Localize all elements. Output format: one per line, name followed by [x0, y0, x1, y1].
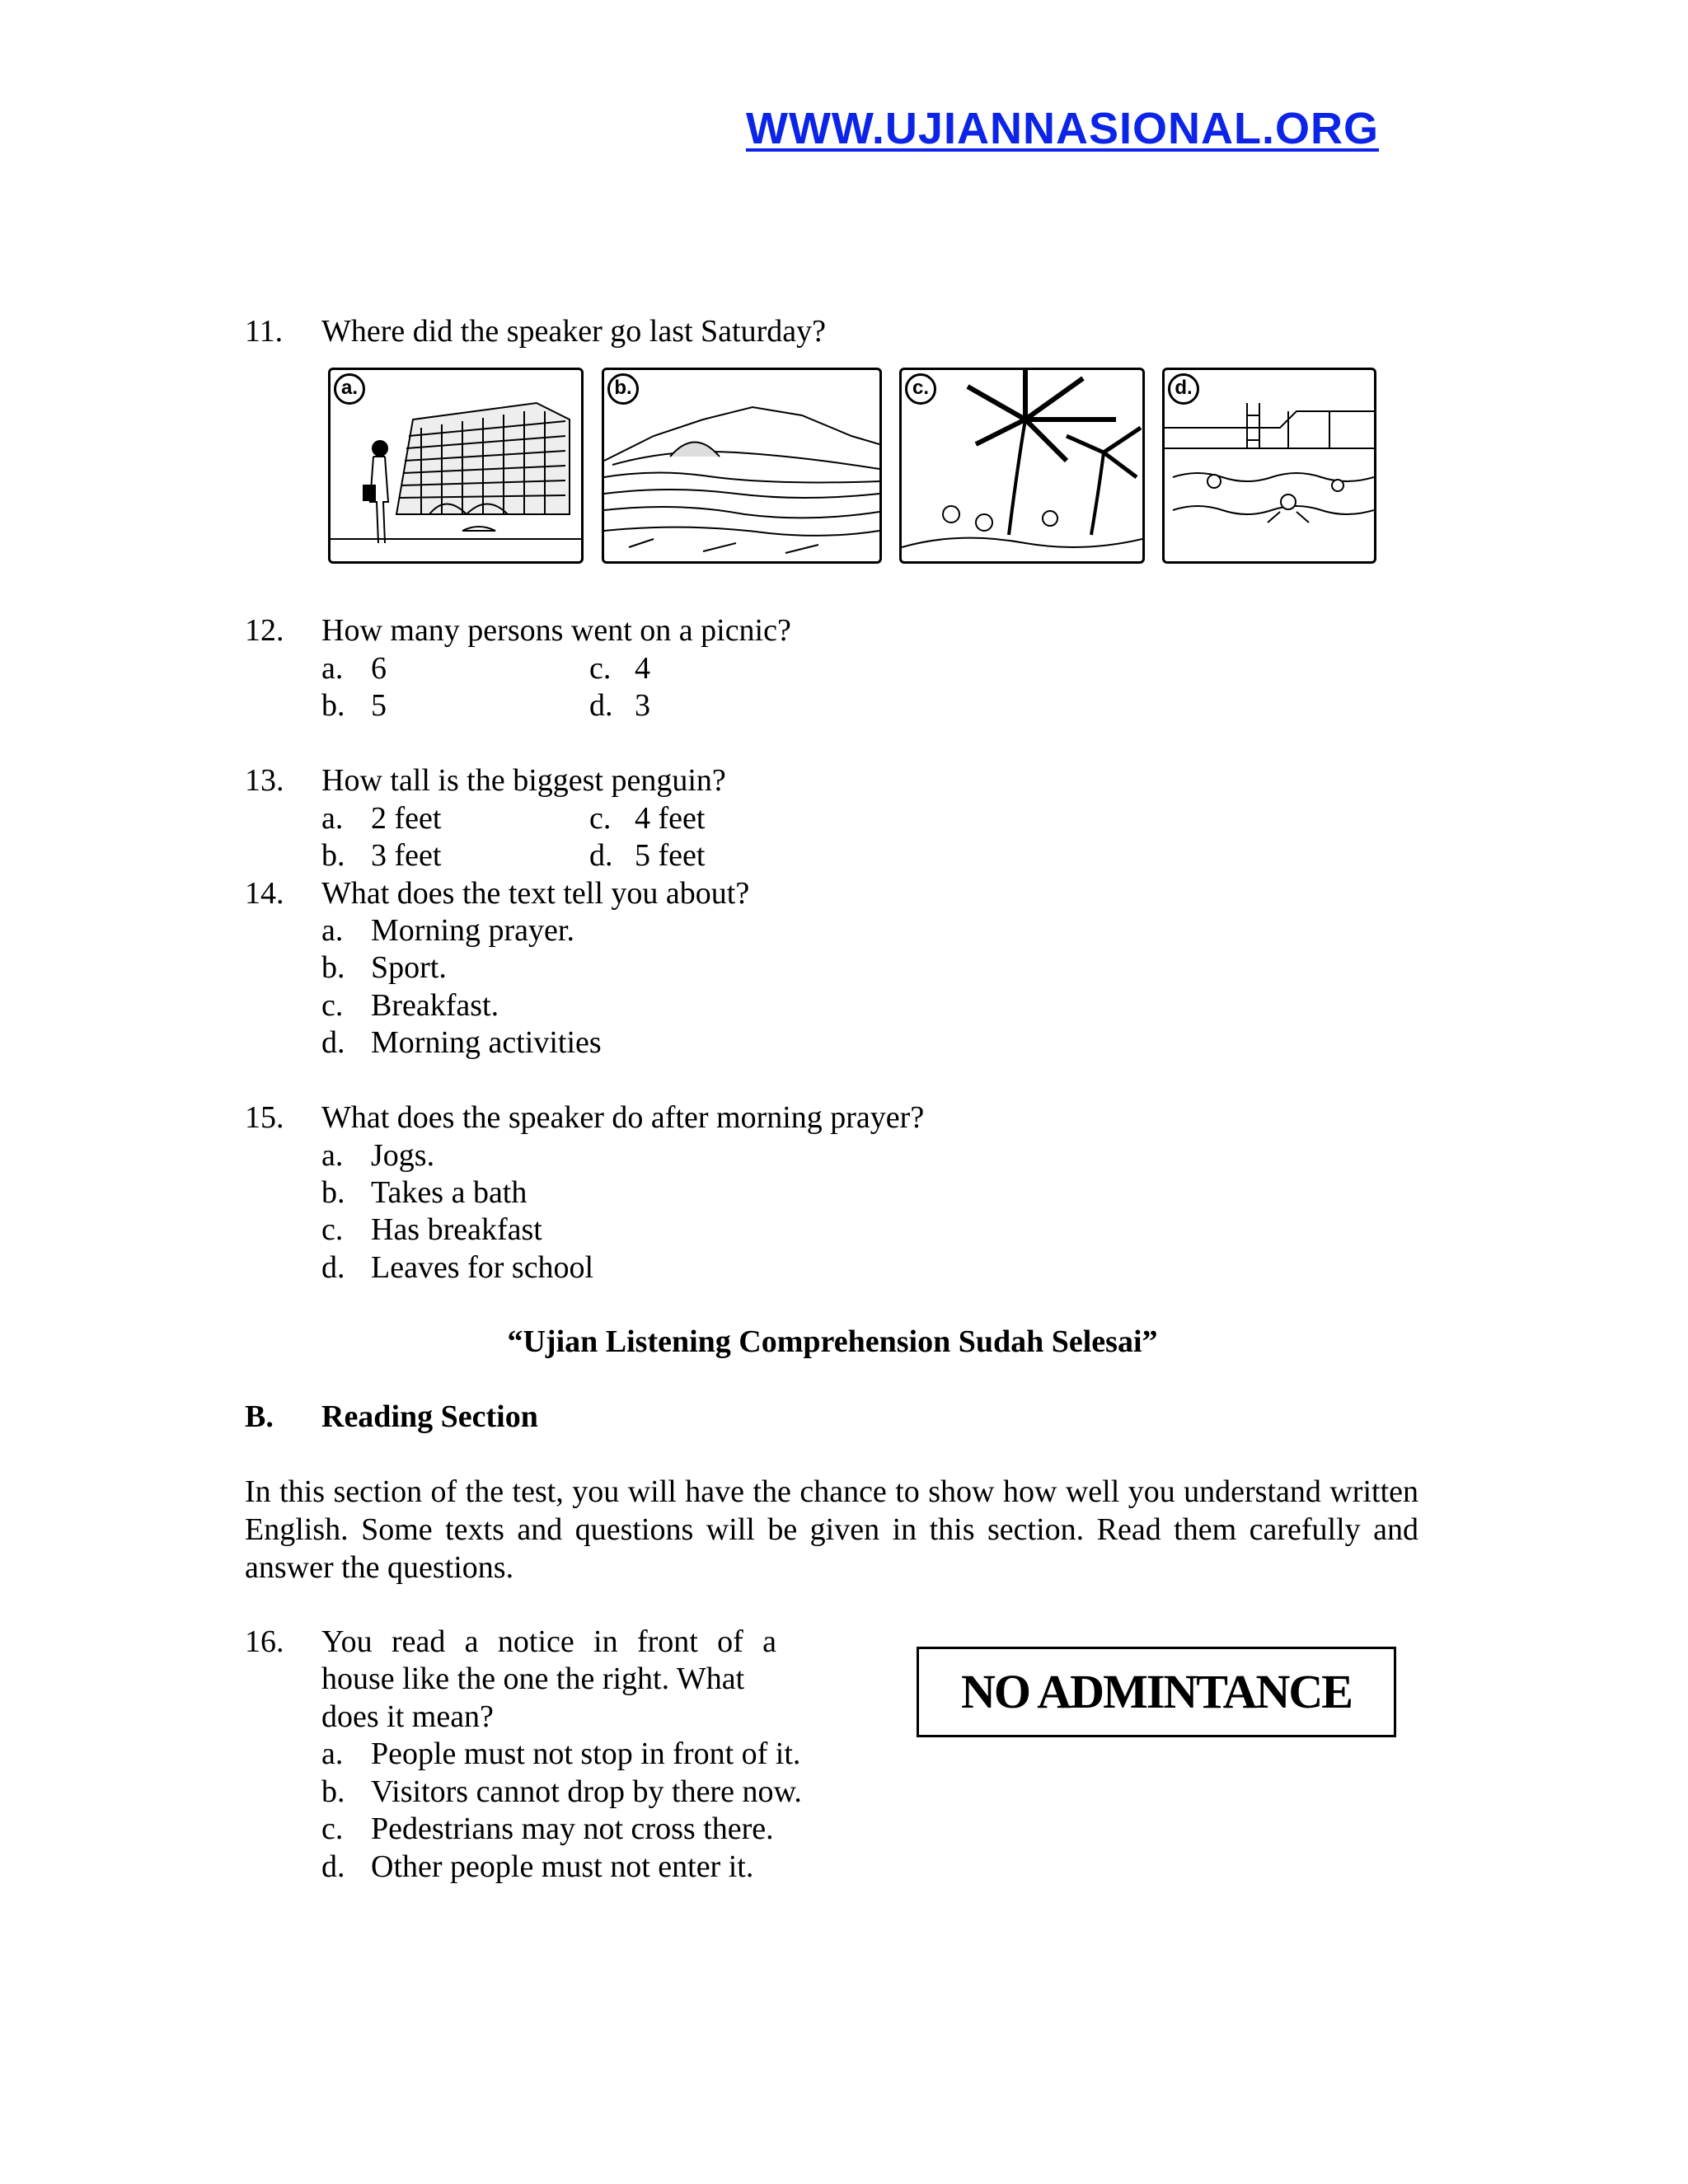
q13-option-c: 4 feet: [635, 801, 706, 836]
q12-option-a: 6: [371, 651, 387, 686]
q12-option-c: 4: [635, 651, 650, 686]
q15-question: What does the speaker do after morning prayer?: [321, 1100, 925, 1135]
q15-number: 15.: [245, 1100, 284, 1135]
q16-question-line-1: You read a notice in front of a: [321, 1624, 776, 1659]
q15-option-c-letter: c.: [321, 1212, 344, 1247]
q16-option-a-letter: a.: [321, 1736, 344, 1771]
q11-picture-d-pool: [1162, 368, 1376, 564]
q15-option-a-letter: a.: [321, 1138, 344, 1173]
q15-option-a: Jogs.: [371, 1138, 435, 1173]
listening-closing-note: “Ujian Listening Comprehension Sudah Selesai”: [507, 1324, 1158, 1359]
q14-option-b: Sport.: [371, 950, 447, 985]
q16-number: 16.: [245, 1624, 284, 1659]
q13-option-d: 5 feet: [635, 838, 706, 873]
q12-option-c-letter: c.: [589, 651, 612, 686]
q12-question: How many persons went on a picnic?: [321, 613, 791, 648]
q16-question-line-2: house like the one the right. What: [321, 1661, 745, 1696]
section-b-instructions: In this section of the test, you will have the chance to show how well you understand written English. Some texts and questions will be given in this section. Read them carefully and answer the questions.: [245, 1474, 1418, 1585]
q14-option-c-letter: c.: [321, 988, 344, 1023]
section-b-title: Reading Section: [321, 1399, 538, 1434]
q12-option-d: 3: [635, 688, 650, 723]
q14-number: 14.: [245, 876, 284, 911]
q12-option-a-letter: a.: [321, 651, 344, 686]
q13-option-b-letter: b.: [321, 838, 345, 873]
q13-question: How tall is the biggest penguin?: [321, 763, 726, 798]
q12-option-b: 5: [371, 688, 387, 723]
q11-question: Where did the speaker go last Saturday?: [321, 314, 826, 349]
q11-picture-c-beach: [899, 368, 1145, 564]
q14-option-d: Morning activities: [371, 1025, 602, 1060]
q16-option-c: Pedestrians may not cross there.: [371, 1811, 774, 1846]
q15-option-b-letter: b.: [321, 1175, 345, 1210]
q14-question: What does the text tell you about?: [321, 876, 750, 911]
q11-picture-a-label: a.: [334, 373, 365, 405]
q13-number: 13.: [245, 763, 284, 798]
q13-option-d-letter: d.: [589, 838, 613, 873]
q16-question-line-3: does it mean?: [321, 1699, 494, 1734]
q15-option-b: Takes a bath: [371, 1175, 528, 1210]
notice-text: NO ADMINTANCE: [961, 1665, 1352, 1718]
q15-option-c: Has breakfast: [371, 1212, 542, 1247]
q16-option-d: Other people must not enter it.: [371, 1849, 754, 1884]
q13-option-c-letter: c.: [589, 801, 612, 836]
site-link[interactable]: WWW.UJIANNASIONAL.ORG: [746, 104, 1379, 153]
notice-sign: [917, 1647, 1396, 1737]
q15-option-d: Leaves for school: [371, 1250, 594, 1285]
q14-option-d-letter: d.: [321, 1025, 345, 1060]
q14-option-a-letter: a.: [321, 913, 344, 948]
q11-picture-d-label: d.: [1168, 373, 1199, 405]
q13-option-a-letter: a.: [321, 801, 344, 836]
q14-option-c: Breakfast.: [371, 988, 499, 1023]
q13-option-b: 3 feet: [371, 838, 442, 873]
q12-number: 12.: [245, 613, 284, 648]
q16-option-d-letter: d.: [321, 1849, 345, 1884]
q12-option-d-letter: d.: [589, 688, 613, 723]
q11-picture-b-mountain: [602, 368, 882, 564]
q16-option-a: People must not stop in front of it.: [371, 1736, 801, 1771]
q16-option-b-letter: b.: [321, 1774, 345, 1809]
q12-option-b-letter: b.: [321, 688, 345, 723]
q11-picture-b-label: b.: [607, 373, 639, 405]
q16-option-c-letter: c.: [321, 1811, 344, 1846]
q11-picture-c-label: c.: [905, 373, 936, 405]
section-b-letter: B.: [245, 1399, 274, 1434]
q16-option-b: Visitors cannot drop by there now.: [371, 1774, 802, 1809]
q15-option-d-letter: d.: [321, 1250, 345, 1285]
q14-option-b-letter: b.: [321, 950, 345, 985]
q14-option-a: Morning prayer.: [371, 913, 574, 948]
q11-picture-a-hotel: [328, 368, 584, 564]
q11-number: 11.: [245, 314, 284, 349]
q13-option-a: 2 feet: [371, 801, 442, 836]
